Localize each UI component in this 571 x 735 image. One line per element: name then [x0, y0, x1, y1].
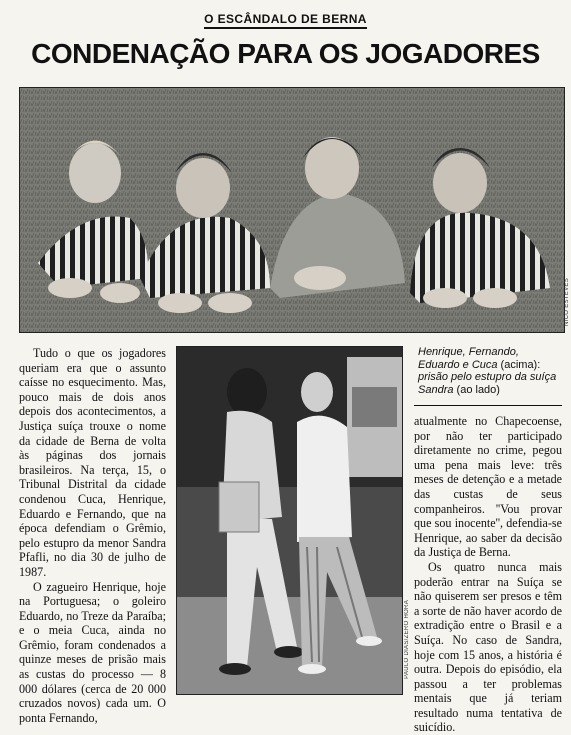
article-column-1: [19, 346, 166, 725]
bottom-photo-credit: PAULO DIAS/ZERO HORA: [404, 600, 410, 679]
caption-position-side: (ao lado): [453, 383, 500, 396]
caption-names: Henrique, Fernando, Eduardo e Cuca: [418, 346, 519, 371]
photo-caption: [418, 346, 563, 396]
caption-position-top: (acima):: [497, 358, 541, 371]
players-photo-illustration: [20, 88, 564, 332]
col1-paragraph-1: Tudo o que os jogadores queriam era que o assunto caísse no esquecimento. Mas, pouco mais de dois anos depois dos acontecimentos, a Justiça suíça trouxe o nome da cidade de Berna de volta às páginas dos jornais brasileiros. Na terça, 15, o Tribunal Distrital da cidade condenou Cuca, Henrique, Eduardo e Fernando, que na época defendiam o Grêmio, pelo estupro da menor Sandra Pfafli, no dia 30 de julho de 1987.: [19, 346, 166, 579]
sandra-photo: [176, 346, 403, 695]
col3-paragraph-1: atualmente no Chapecoense, por não ter participado diretamente no crime, pegou uma pena mais leve: três meses de detenção e a metade das custas de seus companheiros. ''Vou provar que sou inocente'', defendia-se Henrique, ao saber da decisão da Justiça de Berna.: [414, 414, 562, 560]
article-column-3: [414, 414, 562, 735]
section-kicker: [0, 12, 571, 26]
caption-description: prisão pelo estupro da suíça Sandra: [418, 371, 557, 396]
sandra-photo-illustration: [177, 347, 402, 694]
col1-paragraph-2: O zagueiro Henrique, hoje na Portuguesa; o goleiro Eduardo, no Treze da Paraíba; e o meia Cuca, ainda no Grêmio, foram condenados a quinze meses de prisão mais as custas do processo — 8 000 dólares (cerca de 20 000 cruzados novos) cada um. O ponta Fernando,: [19, 579, 166, 725]
headline: CONDENAÇÃO PARA OS JOGADORES: [31, 38, 540, 69]
col3-paragraph-2: Os quatro nunca mais poderão entrar na Suíça se não quiserem ser presos e têm a sorte de não haver acordo de extradição entre o Brasil e a Suíça. No caso de Sandra, hoje com 15 anos, a história é outra. Depois do episódio, ela passou a ter problemas mentais que já teriam resultado numa tentativa de suicídio.: [414, 559, 562, 735]
kicker-text: O ESCÂNDALO DE BERNA: [204, 12, 367, 29]
players-photo: [19, 87, 565, 333]
caption-divider: [414, 405, 562, 406]
top-photo-credit: NICO ESTEVES: [564, 278, 570, 326]
